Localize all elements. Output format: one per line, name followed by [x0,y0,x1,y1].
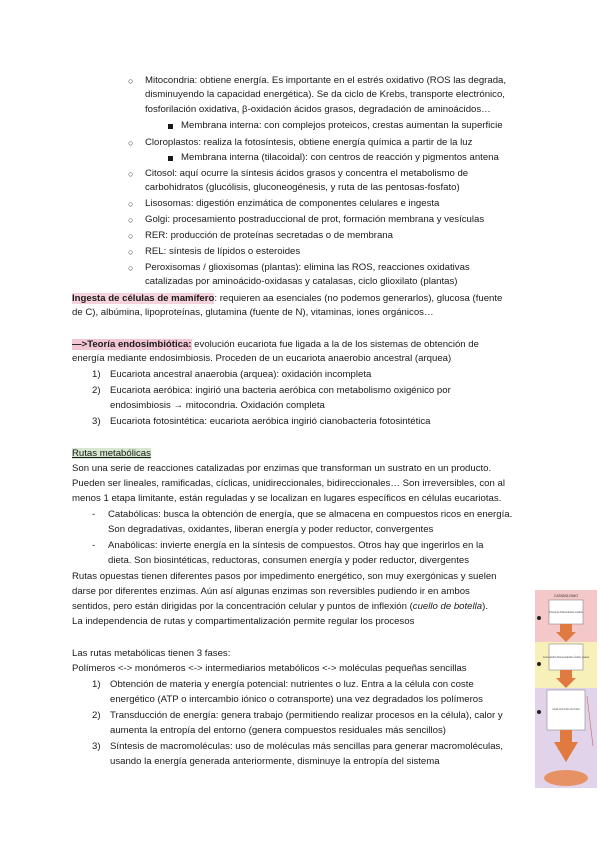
sub-item: Membrana interna (tilacoidal): con centros de reacción y pigmentos antena [181,152,499,163]
intermediate-box-label: Acetil-CoA Ciclo de Krebs [552,708,580,711]
square-bullet [168,124,173,129]
rutas-paragraph: Pueden ser lineales, ramificadas, cíclicas, unidireccionales, bidireccionales… Son irreversibles, con al [72,478,505,489]
section-title [72,448,151,460]
list-item: Citosol: aquí ocurre la síntesis ácidos grasos y concentra el metabolismo de [145,168,469,179]
endo-item: Eucariota ancestral anaerobia (arquea): oxidación incompleta [110,369,372,380]
bottleneck-term: cuello de botella [412,601,483,612]
rutas-title: Rutas metabólicas [72,448,151,459]
list-item: Peroxisomas / glioxisomas (plantas): elimina las ROS, reacciones oxidativas [145,262,470,273]
list-item-cont: disminuyendo la capacidad energética). Se da ciclo de Krebs, transporte electrónico, [145,89,505,100]
list-item: RER: producción de proteínas secretadas o de membrana [145,230,393,241]
list-bullet: ○ [128,247,134,257]
list-bullet: ○ [128,169,134,179]
rutas-paragraph-2: Rutas opuestas tienen diferentes pasos por impedimento energético, son muy exergónicas y suelen [72,571,497,582]
fase-item-cont: aumenta la entropía del entorno (genera compuestos residuales más sencillos) [110,725,446,736]
list-bullet: ○ [128,138,134,148]
dash-bullet: - [92,540,96,551]
ingesta-paragraph [72,293,502,305]
list-bullet: ○ [128,199,134,209]
ingesta-label: Ingesta de células de mamífero [72,293,215,304]
anabolic-item-cont: dieta. Son biosintéticas, reductoras, consumen energía y poder reductor, divergentes [108,555,470,566]
endo-paragraph-cont: energía mediante endosimbiosis. Proceden de un eucariota anaerobio ancestral (arquea) [72,353,452,364]
list-item: REL: síntesis de lípidos o esteroides [145,246,301,257]
ingesta-text: : requieren aa esenciales (no podemos generarlos), glucosa (fuente [214,293,503,304]
endo-item-number: 1) [92,369,101,380]
figure-header: CATABOLISMO [554,594,578,598]
endo-text: evolución eucariota fue ligada a la de los sistemas de obtención de [191,339,479,350]
rutas-paragraph-2: darse por diferentes enzimas. Aún así algunas enzimas son reversibles pudiendo ir en ambos [72,586,470,597]
endo-item-number: 3) [92,416,101,427]
metabolism-stage-diagram [527,586,599,800]
polymer-box-label: Proteínas Polisacáridos Lípidos [549,611,583,614]
dash-bullet: - [92,509,96,520]
list-bullet: ○ [128,231,134,241]
endo-item: Eucariota fotosintética: eucariota aeróbica ingirió cianobacteria fotosintética [110,416,431,427]
fase-item: Síntesis de macromoléculas: uso de moléculas más sencillas para generar macromoléculas, [110,741,503,752]
stage-1-marker [537,616,541,620]
fase-number: 3) [92,741,101,752]
text-span: ). [482,601,488,612]
catabolic-item-cont: Son degradativas, oxidantes, liberan energía y poder reductor, convergentes [108,524,434,535]
catabolic-item: Catabólicas: busca la obtención de energía, que se almacena en compuestos ricos en energía. [108,509,513,520]
fase-number: 1) [92,679,101,690]
endo-item-number: 2) [92,385,101,396]
monomer-box-label: Aminoácidos Monosacáridos Ácidos grasos [542,656,590,659]
list-bullet: ○ [128,76,134,86]
square-bullet [168,156,173,161]
endo-item: Eucariota aeróbica: ingirió una bacteria aeróbica con metabolismo oxigénico por [110,385,451,396]
rutas-paragraph: menos 1 etapa limitante, están reguladas y se localizan en lugares específicos en células eucariotas. [72,493,502,504]
fase-item: Obtención de materia y energía potencial: nutrientes o luz. Entra a la célula con coste [110,679,474,690]
rutas-paragraph-2: La independencia de rutas y compartimentalización permite regular los procesos [72,616,415,627]
fase-item-cont: energético (ATP o intercambio iónico o cotransporte) una vez degradados los polímeros [110,694,483,705]
list-item-cont: fosforilación oxidativa, β-oxidación ácidos grasos, degradación de aminoácidos… [145,104,491,115]
fases-chain: Polímeros <-> monómeros <-> intermediarios metabólicos <-> moléculas pequeñas sencillas [72,663,467,674]
rutas-paragraph-2 [72,601,488,613]
anabolic-item: Anabólicas: invierte energía en la síntesis de compuestos. Otros hay que ingerirlos en la [108,540,484,551]
list-item: Lisosomas: digestión enzimática de componentes celulares e ingesta [145,198,440,209]
fases-intro: Las rutas metabólicas tienen 3 fases: [72,648,231,659]
fase-number: 2) [92,710,101,721]
endo-item-cont: endosimbiosis → mitocondria. Oxidación completa [110,400,325,411]
ingesta-paragraph-cont: de C), albúmina, lipoproteínas, glutamina (fuente de N), vitaminas, iones orgánicos… [72,307,434,318]
endo-arrow: —> [72,339,88,350]
sub-item: Membrana interna: con complejos proteicos, crestas aumentan la superficie [181,120,503,131]
endo-paragraph [72,339,479,351]
list-item-cont: catalizadas por aminoácido-oxidasas y catalasas, ciclo glioxilato (plantas) [145,276,458,287]
stage-3-marker [537,710,541,714]
fase-item-cont: usando la energía generada anteriormente, disminuye la entropía del sistema [110,756,440,767]
products-pool [544,770,588,786]
endo-label: Teoría endosimbiótica: [87,339,192,350]
fase-item: Transducción de energía: genera trabajo (permitiendo realizar procesos en la célula), calor y [110,710,503,721]
text-span: sentidos, pero están dirigidas por la concentración celular y puntos de inflexión ( [72,601,413,612]
list-item: Golgi: procesamiento postraduccional de prot, formación membrana y vesículas [145,214,485,225]
list-item: Cloroplastos: realiza la fotosíntesis, obtiene energía química a partir de la luz [145,137,473,148]
list-item-cont: carbohidratos (glucólisis, gluconeogénesis, y ruta de las pentosas-fosfato) [145,182,460,193]
list-bullet: ○ [128,215,134,225]
rutas-paragraph: Son una serie de reacciones catalizadas por enzimas que transforman un sustrato en un producto. [72,463,492,474]
list-bullet: ○ [128,263,134,273]
stage-2-marker [537,662,541,666]
list-item: Mitocondria: obtiene energía. Es importante en el estrés oxidativo (ROS las degrada, [145,75,507,86]
